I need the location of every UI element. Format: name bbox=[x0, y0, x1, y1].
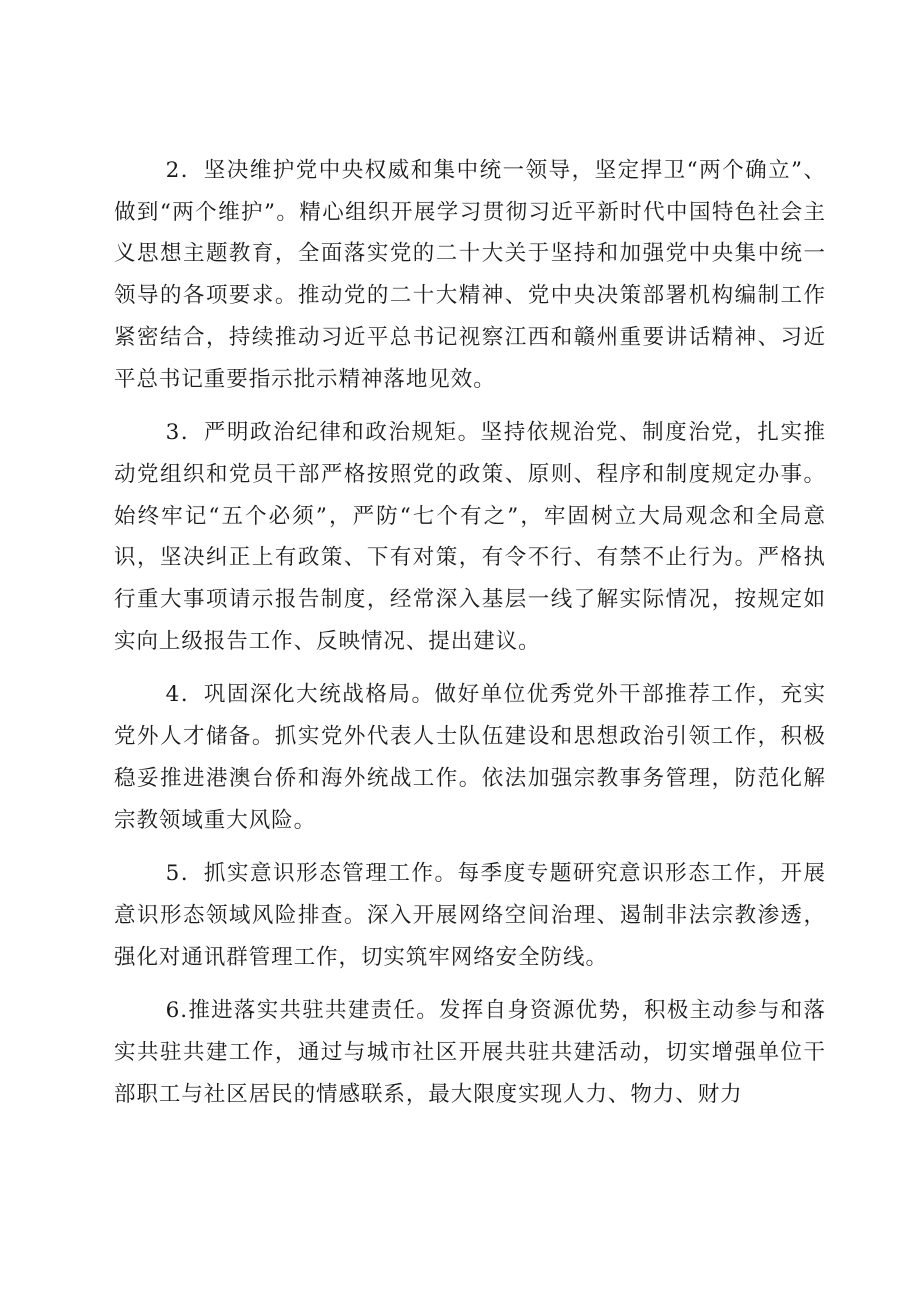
paragraph-item-4: 4．巩固深化大统战格局。做好单位优秀党外干部推荐工作，充实党外人才储备。抓实党外代表人士队伍建设和思想政治引领工作，积极稳妥推进港澳台侨和海外统战工作。依法加强宗教事务管理，防范化解宗教领域重大风险。 bbox=[114, 682, 826, 833]
paragraph-item-5: 5．抓实意识形态管理工作。每季度专题研究意识形态工作，开展意识形态领域风险排查。深入开展网络空间治理、遏制非法宗教渗透，强化对通讯群管理工作，切实筑牢网络安全防线。 bbox=[114, 861, 826, 970]
paragraph-item-3: 3．严明政治纪律和政治规矩。坚持依规治党、制度治党，扎实推动党组织和党员干部严格按照党的政策、原则、程序和制度规定办事。始终牢记“五个必须”，严防“七个有之”，牢固树立大局观念和全局意识，坚决纠正上有政策、下有对策，有令不行、有禁不止行为。严格执行重大事项请示报告制度，经常深入基层一线了解实际情况，按规定如实向上级报告工作、反映情况、提出建议。 bbox=[114, 420, 826, 654]
document-body bbox=[114, 150, 826, 1127]
paragraph-item-6: 6.推进落实共驻共建责任。发挥自身资源优势，积极主动参与和落实共驻共建工作，通过与城市社区开展共驻共建活动，切实增强单位干部职工与社区居民的情感联系，最大限度实现人力、物力、财力 bbox=[114, 998, 826, 1107]
paragraph-item-2: 2．坚决维护党中央权威和集中统一领导，坚定捍卫“两个确立”、做到“两个维护”。精心组织开展学习贯彻习近平新时代中国特色社会主义思想主题教育，全面落实党的二十大关于坚持和加强党中央集中统一领导的各项要求。推动党的二十大精神、党中央决策部署机构编制工作紧密结合，持续推动习近平总书记视察江西和赣州重要讲话精神、习近平总书记重要指示批示精神落地见效。 bbox=[114, 158, 826, 392]
